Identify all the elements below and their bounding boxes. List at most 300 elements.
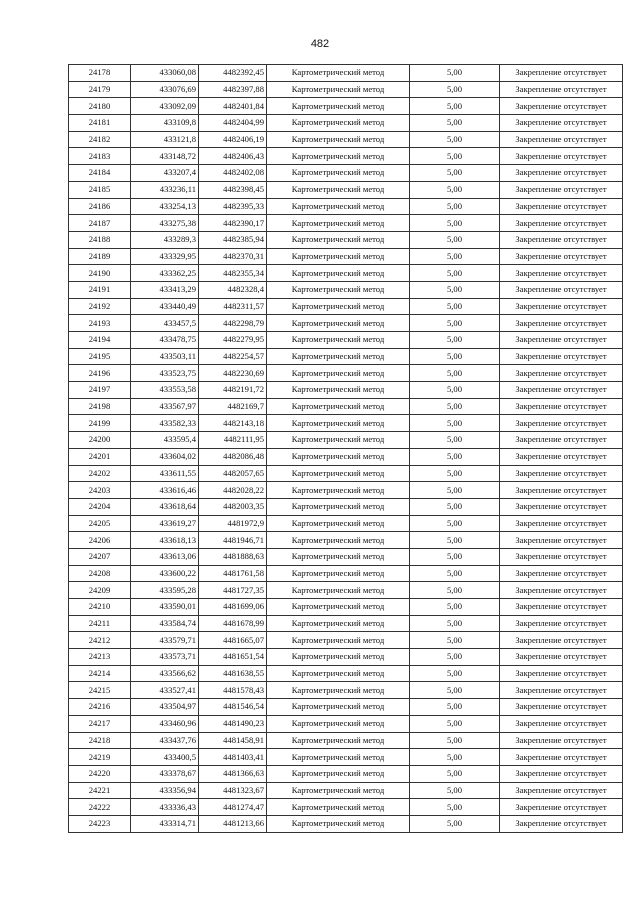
table-row: [69, 131, 623, 148]
y-coordinate-cell: 4482311,57: [199, 298, 267, 315]
fixation-cell: Закрепление отсутствует: [500, 165, 623, 182]
x-coordinate-cell: 433437,76: [131, 732, 199, 749]
point-number-cell: 24201: [69, 448, 131, 465]
accuracy-cell: 5,00: [410, 115, 500, 132]
table-row: [69, 198, 623, 215]
x-coordinate-cell: 433600,22: [131, 565, 199, 582]
fixation-cell: Закрепление отсутствует: [500, 231, 623, 248]
x-coordinate-cell: 433619,27: [131, 515, 199, 532]
point-number-cell: 24221: [69, 782, 131, 799]
fixation-cell: Закрепление отсутствует: [500, 649, 623, 666]
x-coordinate-cell: 433567,97: [131, 398, 199, 415]
y-coordinate-cell: 4482328,4: [199, 281, 267, 298]
table-row: [69, 415, 623, 432]
accuracy-cell: 5,00: [410, 699, 500, 716]
x-coordinate-cell: 433478,75: [131, 332, 199, 349]
x-coordinate-cell: 433579,71: [131, 632, 199, 649]
accuracy-cell: 5,00: [410, 198, 500, 215]
accuracy-cell: 5,00: [410, 98, 500, 115]
accuracy-cell: 5,00: [410, 565, 500, 582]
point-number-cell: 24191: [69, 281, 131, 298]
point-number-cell: 24206: [69, 532, 131, 549]
x-coordinate-cell: 433121,8: [131, 131, 199, 148]
fixation-cell: Закрепление отсутствует: [500, 348, 623, 365]
y-coordinate-cell: 4482355,34: [199, 265, 267, 282]
point-number-cell: 24195: [69, 348, 131, 365]
x-coordinate-cell: 433573,71: [131, 649, 199, 666]
table-row: [69, 815, 623, 832]
accuracy-cell: 5,00: [410, 315, 500, 332]
accuracy-cell: 5,00: [410, 382, 500, 399]
point-number-cell: 24216: [69, 699, 131, 716]
table-row: [69, 532, 623, 549]
table-row: [69, 398, 623, 415]
y-coordinate-cell: 4481727,35: [199, 582, 267, 599]
y-coordinate-cell: 4482406,19: [199, 131, 267, 148]
x-coordinate-cell: 433400,5: [131, 749, 199, 766]
accuracy-cell: 5,00: [410, 632, 500, 649]
table-row: [69, 749, 623, 766]
table-row: [69, 231, 623, 248]
x-coordinate-cell: 433148,72: [131, 148, 199, 165]
method-cell: Картометрический метод: [267, 565, 410, 582]
point-number-cell: 24196: [69, 365, 131, 382]
accuracy-cell: 5,00: [410, 615, 500, 632]
table-row: [69, 632, 623, 649]
x-coordinate-cell: 433611,55: [131, 465, 199, 482]
method-cell: Картометрический метод: [267, 65, 410, 82]
accuracy-cell: 5,00: [410, 599, 500, 616]
point-number-cell: 24200: [69, 432, 131, 449]
accuracy-cell: 5,00: [410, 298, 500, 315]
method-cell: Картометрический метод: [267, 532, 410, 549]
point-number-cell: 24202: [69, 465, 131, 482]
y-coordinate-cell: 4482086,48: [199, 448, 267, 465]
table-row: [69, 281, 623, 298]
method-cell: Картометрический метод: [267, 682, 410, 699]
y-coordinate-cell: 4481946,71: [199, 532, 267, 549]
point-number-cell: 24181: [69, 115, 131, 132]
table-row: [69, 699, 623, 716]
table-row: [69, 715, 623, 732]
x-coordinate-cell: 433289,3: [131, 231, 199, 248]
point-number-cell: 24180: [69, 98, 131, 115]
x-coordinate-cell: 433378,67: [131, 765, 199, 782]
table-row: [69, 115, 623, 132]
method-cell: Картометрический метод: [267, 332, 410, 349]
accuracy-cell: 5,00: [410, 448, 500, 465]
y-coordinate-cell: 4481546,54: [199, 699, 267, 716]
method-cell: Картометрический метод: [267, 365, 410, 382]
fixation-cell: Закрепление отсутствует: [500, 365, 623, 382]
method-cell: Картометрический метод: [267, 699, 410, 716]
table-row: [69, 782, 623, 799]
y-coordinate-cell: 4481665,07: [199, 632, 267, 649]
fixation-cell: Закрепление отсутствует: [500, 765, 623, 782]
point-number-cell: 24204: [69, 498, 131, 515]
accuracy-cell: 5,00: [410, 432, 500, 449]
y-coordinate-cell: 4482028,22: [199, 482, 267, 499]
y-coordinate-cell: 4481213,66: [199, 815, 267, 832]
x-coordinate-cell: 433076,69: [131, 81, 199, 98]
table-row: [69, 732, 623, 749]
fixation-cell: Закрепление отсутствует: [500, 248, 623, 265]
method-cell: Картометрический метод: [267, 348, 410, 365]
method-cell: Картометрический метод: [267, 649, 410, 666]
y-coordinate-cell: 4482392,45: [199, 65, 267, 82]
y-coordinate-cell: 4482370,31: [199, 248, 267, 265]
method-cell: Картометрический метод: [267, 582, 410, 599]
y-coordinate-cell: 4481678,99: [199, 615, 267, 632]
method-cell: Картометрический метод: [267, 732, 410, 749]
y-coordinate-cell: 4481972,9: [199, 515, 267, 532]
fixation-cell: Закрепление отсутствует: [500, 65, 623, 82]
fixation-cell: Закрепление отсутствует: [500, 498, 623, 515]
x-coordinate-cell: 433604,02: [131, 448, 199, 465]
method-cell: Картометрический метод: [267, 81, 410, 98]
point-number-cell: 24199: [69, 415, 131, 432]
x-coordinate-cell: 433207,4: [131, 165, 199, 182]
x-coordinate-cell: 433618,64: [131, 498, 199, 515]
method-cell: Картометрический метод: [267, 749, 410, 766]
fixation-cell: Закрепление отсутствует: [500, 432, 623, 449]
x-coordinate-cell: 433616,46: [131, 482, 199, 499]
point-number-cell: 24178: [69, 65, 131, 82]
table-row: [69, 81, 623, 98]
method-cell: Картометрический метод: [267, 398, 410, 415]
fixation-cell: Закрепление отсутствует: [500, 415, 623, 432]
point-number-cell: 24194: [69, 332, 131, 349]
method-cell: Картометрический метод: [267, 231, 410, 248]
table-row: [69, 548, 623, 565]
point-number-cell: 24210: [69, 599, 131, 616]
table-row: [69, 365, 623, 382]
method-cell: Картометрический метод: [267, 298, 410, 315]
point-number-cell: 24215: [69, 682, 131, 699]
fixation-cell: Закрепление отсутствует: [500, 599, 623, 616]
method-cell: Картометрический метод: [267, 815, 410, 832]
accuracy-cell: 5,00: [410, 665, 500, 682]
table-row: [69, 799, 623, 816]
table-row: [69, 465, 623, 482]
y-coordinate-cell: 4482397,88: [199, 81, 267, 98]
page-number: 482: [310, 38, 330, 50]
table-row: [69, 482, 623, 499]
y-coordinate-cell: 4482406,43: [199, 148, 267, 165]
x-coordinate-cell: 433595,4: [131, 432, 199, 449]
method-cell: Картометрический метод: [267, 148, 410, 165]
method-cell: Картометрический метод: [267, 665, 410, 682]
x-coordinate-cell: 433504,97: [131, 699, 199, 716]
x-coordinate-cell: 433236,11: [131, 181, 199, 198]
y-coordinate-cell: 4481274,47: [199, 799, 267, 816]
table-row: [69, 682, 623, 699]
accuracy-cell: 5,00: [410, 715, 500, 732]
y-coordinate-cell: 4482298,79: [199, 315, 267, 332]
fixation-cell: Закрепление отсутствует: [500, 281, 623, 298]
point-number-cell: 24203: [69, 482, 131, 499]
x-coordinate-cell: 433590,01: [131, 599, 199, 616]
point-number-cell: 24179: [69, 81, 131, 98]
y-coordinate-cell: 4481323,67: [199, 782, 267, 799]
accuracy-cell: 5,00: [410, 582, 500, 599]
table-row: [69, 615, 623, 632]
point-number-cell: 24220: [69, 765, 131, 782]
method-cell: Картометрический метод: [267, 382, 410, 399]
point-number-cell: 24223: [69, 815, 131, 832]
fixation-cell: Закрепление отсутствует: [500, 749, 623, 766]
fixation-cell: Закрепление отсутствует: [500, 148, 623, 165]
x-coordinate-cell: 433457,5: [131, 315, 199, 332]
point-number-cell: 24214: [69, 665, 131, 682]
point-number-cell: 24182: [69, 131, 131, 148]
method-cell: Картометрический метод: [267, 98, 410, 115]
fixation-cell: Закрепление отсутствует: [500, 732, 623, 749]
accuracy-cell: 5,00: [410, 231, 500, 248]
table-row: [69, 448, 623, 465]
point-number-cell: 24212: [69, 632, 131, 649]
point-number-cell: 24207: [69, 548, 131, 565]
table-row: [69, 165, 623, 182]
y-coordinate-cell: 4482401,84: [199, 98, 267, 115]
table-row: [69, 599, 623, 616]
method-cell: Картометрический метод: [267, 632, 410, 649]
method-cell: Картометрический метод: [267, 432, 410, 449]
y-coordinate-cell: 4482230,69: [199, 365, 267, 382]
point-number-cell: 24185: [69, 181, 131, 198]
accuracy-cell: 5,00: [410, 649, 500, 666]
method-cell: Картометрический метод: [267, 315, 410, 332]
point-number-cell: 24209: [69, 582, 131, 599]
fixation-cell: Закрепление отсутствует: [500, 532, 623, 549]
fixation-cell: Закрепление отсутствует: [500, 315, 623, 332]
method-cell: Картометрический метод: [267, 465, 410, 482]
accuracy-cell: 5,00: [410, 498, 500, 515]
y-coordinate-cell: 4482169,7: [199, 398, 267, 415]
x-coordinate-cell: 433503,11: [131, 348, 199, 365]
method-cell: Картометрический метод: [267, 548, 410, 565]
x-coordinate-cell: 433566,62: [131, 665, 199, 682]
table-row: [69, 265, 623, 282]
accuracy-cell: 5,00: [410, 81, 500, 98]
method-cell: Картометрический метод: [267, 615, 410, 632]
method-cell: Картометрический метод: [267, 482, 410, 499]
y-coordinate-cell: 4482279,95: [199, 332, 267, 349]
y-coordinate-cell: 4481638,55: [199, 665, 267, 682]
accuracy-cell: 5,00: [410, 532, 500, 549]
fixation-cell: Закрепление отсутствует: [500, 265, 623, 282]
x-coordinate-cell: 433523,75: [131, 365, 199, 382]
method-cell: Картометрический метод: [267, 181, 410, 198]
accuracy-cell: 5,00: [410, 265, 500, 282]
fixation-cell: Закрепление отсутствует: [500, 582, 623, 599]
fixation-cell: Закрепление отсутствует: [500, 565, 623, 582]
method-cell: Картометрический метод: [267, 799, 410, 816]
point-number-cell: 24211: [69, 615, 131, 632]
y-coordinate-cell: 4482402,08: [199, 165, 267, 182]
x-coordinate-cell: 433356,94: [131, 782, 199, 799]
method-cell: Картометрический метод: [267, 782, 410, 799]
fixation-cell: Закрепление отсутствует: [500, 98, 623, 115]
x-coordinate-cell: 433060,08: [131, 65, 199, 82]
fixation-cell: Закрепление отсутствует: [500, 465, 623, 482]
y-coordinate-cell: 4482191,72: [199, 382, 267, 399]
x-coordinate-cell: 433314,71: [131, 815, 199, 832]
fixation-cell: Закрепление отсутствует: [500, 632, 623, 649]
y-coordinate-cell: 4481403,41: [199, 749, 267, 766]
table-row: [69, 432, 623, 449]
fixation-cell: Закрепление отсутствует: [500, 699, 623, 716]
fixation-cell: Закрепление отсутствует: [500, 215, 623, 232]
x-coordinate-cell: 433092,09: [131, 98, 199, 115]
y-coordinate-cell: 4481699,06: [199, 599, 267, 616]
method-cell: Картометрический метод: [267, 498, 410, 515]
x-coordinate-cell: 433582,33: [131, 415, 199, 432]
point-number-cell: 24198: [69, 398, 131, 415]
fixation-cell: Закрепление отсутствует: [500, 198, 623, 215]
x-coordinate-cell: 433413,29: [131, 281, 199, 298]
method-cell: Картометрический метод: [267, 515, 410, 532]
point-number-cell: 24217: [69, 715, 131, 732]
x-coordinate-cell: 433362,25: [131, 265, 199, 282]
method-cell: Картометрический метод: [267, 131, 410, 148]
table-row: [69, 582, 623, 599]
accuracy-cell: 5,00: [410, 148, 500, 165]
x-coordinate-cell: 433254,13: [131, 198, 199, 215]
table-row: [69, 765, 623, 782]
point-number-cell: 24187: [69, 215, 131, 232]
table-row: [69, 348, 623, 365]
fixation-cell: Закрепление отсутствует: [500, 715, 623, 732]
y-coordinate-cell: 4481888,63: [199, 548, 267, 565]
accuracy-cell: 5,00: [410, 749, 500, 766]
x-coordinate-cell: 433109,8: [131, 115, 199, 132]
y-coordinate-cell: 4481578,43: [199, 682, 267, 699]
fixation-cell: Закрепление отсутствует: [500, 398, 623, 415]
x-coordinate-cell: 433336,43: [131, 799, 199, 816]
fixation-cell: Закрепление отсутствует: [500, 782, 623, 799]
accuracy-cell: 5,00: [410, 248, 500, 265]
accuracy-cell: 5,00: [410, 782, 500, 799]
point-number-cell: 24218: [69, 732, 131, 749]
table-row: [69, 565, 623, 582]
x-coordinate-cell: 433527,41: [131, 682, 199, 699]
point-number-cell: 24208: [69, 565, 131, 582]
y-coordinate-cell: 4482111,95: [199, 432, 267, 449]
y-coordinate-cell: 4481761,58: [199, 565, 267, 582]
x-coordinate-cell: 433460,96: [131, 715, 199, 732]
accuracy-cell: 5,00: [410, 465, 500, 482]
y-coordinate-cell: 4482385,94: [199, 231, 267, 248]
fixation-cell: Закрепление отсутствует: [500, 665, 623, 682]
x-coordinate-cell: 433553,58: [131, 382, 199, 399]
point-number-cell: 24213: [69, 649, 131, 666]
accuracy-cell: 5,00: [410, 515, 500, 532]
x-coordinate-cell: 433440,49: [131, 298, 199, 315]
y-coordinate-cell: 4482404,99: [199, 115, 267, 132]
method-cell: Картометрический метод: [267, 248, 410, 265]
table-row: [69, 65, 623, 82]
fixation-cell: Закрепление отсутствует: [500, 682, 623, 699]
point-number-cell: 24219: [69, 749, 131, 766]
fixation-cell: Закрепление отсутствует: [500, 482, 623, 499]
accuracy-cell: 5,00: [410, 815, 500, 832]
method-cell: Картометрический метод: [267, 165, 410, 182]
x-coordinate-cell: 433329,95: [131, 248, 199, 265]
accuracy-cell: 5,00: [410, 548, 500, 565]
method-cell: Картометрический метод: [267, 281, 410, 298]
point-number-cell: 24192: [69, 298, 131, 315]
table-row: [69, 665, 623, 682]
accuracy-cell: 5,00: [410, 332, 500, 349]
accuracy-cell: 5,00: [410, 131, 500, 148]
fixation-cell: Закрепление отсутствует: [500, 131, 623, 148]
accuracy-cell: 5,00: [410, 732, 500, 749]
accuracy-cell: 5,00: [410, 181, 500, 198]
accuracy-cell: 5,00: [410, 365, 500, 382]
table-row: [69, 498, 623, 515]
method-cell: Картометрический метод: [267, 215, 410, 232]
accuracy-cell: 5,00: [410, 348, 500, 365]
table-row: [69, 382, 623, 399]
point-number-cell: 24188: [69, 231, 131, 248]
accuracy-cell: 5,00: [410, 165, 500, 182]
y-coordinate-cell: 4482395,33: [199, 198, 267, 215]
coordinates-table: [68, 64, 623, 833]
table-row: [69, 98, 623, 115]
table-row: [69, 215, 623, 232]
x-coordinate-cell: 433584,74: [131, 615, 199, 632]
method-cell: Картометрический метод: [267, 599, 410, 616]
method-cell: Картометрический метод: [267, 115, 410, 132]
fixation-cell: Закрепление отсутствует: [500, 799, 623, 816]
accuracy-cell: 5,00: [410, 281, 500, 298]
accuracy-cell: 5,00: [410, 682, 500, 699]
point-number-cell: 24193: [69, 315, 131, 332]
y-coordinate-cell: 4481490,23: [199, 715, 267, 732]
table-body: [69, 65, 623, 833]
fixation-cell: Закрепление отсутствует: [500, 548, 623, 565]
y-coordinate-cell: 4482254,57: [199, 348, 267, 365]
accuracy-cell: 5,00: [410, 215, 500, 232]
fixation-cell: Закрепление отсутствует: [500, 115, 623, 132]
fixation-cell: Закрепление отсутствует: [500, 615, 623, 632]
point-number-cell: 24189: [69, 248, 131, 265]
table-row: [69, 181, 623, 198]
method-cell: Картометрический метод: [267, 265, 410, 282]
accuracy-cell: 5,00: [410, 765, 500, 782]
fixation-cell: Закрепление отсутствует: [500, 332, 623, 349]
fixation-cell: Закрепление отсутствует: [500, 815, 623, 832]
fixation-cell: Закрепление отсутствует: [500, 448, 623, 465]
table-row: [69, 332, 623, 349]
accuracy-cell: 5,00: [410, 65, 500, 82]
accuracy-cell: 5,00: [410, 799, 500, 816]
point-number-cell: 24197: [69, 382, 131, 399]
x-coordinate-cell: 433613,06: [131, 548, 199, 565]
y-coordinate-cell: 4481651,54: [199, 649, 267, 666]
method-cell: Картометрический метод: [267, 198, 410, 215]
fixation-cell: Закрепление отсутствует: [500, 81, 623, 98]
point-number-cell: 24205: [69, 515, 131, 532]
x-coordinate-cell: 433275,38: [131, 215, 199, 232]
y-coordinate-cell: 4482003,35: [199, 498, 267, 515]
table-row: [69, 148, 623, 165]
method-cell: Картометрический метод: [267, 715, 410, 732]
y-coordinate-cell: 4482398,45: [199, 181, 267, 198]
point-number-cell: 24186: [69, 198, 131, 215]
y-coordinate-cell: 4481366,63: [199, 765, 267, 782]
